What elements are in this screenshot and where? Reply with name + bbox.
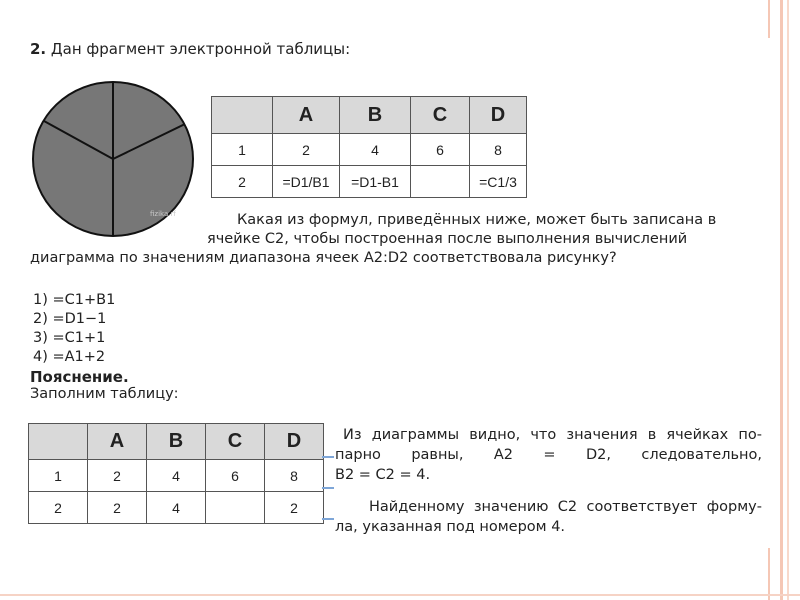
answer-options	[33, 291, 115, 367]
slide-edge-decoration	[787, 0, 789, 600]
cell-a2: =D1/B1	[273, 166, 340, 198]
paragraph-line: B2 = C2 = 4.	[335, 467, 431, 483]
slide-edge-decoration	[768, 0, 770, 38]
column-header-b: B	[147, 424, 206, 460]
column-header-a: A	[273, 97, 340, 134]
cell-c1: 6	[206, 460, 265, 492]
cell-c2	[411, 166, 470, 198]
watermark: fizika.rf	[150, 210, 176, 218]
cell-d1: 8	[470, 134, 527, 166]
task-number: 2.	[30, 40, 47, 58]
row-header-2: 2	[212, 166, 273, 198]
answer-option-4: 4) =A1+2	[33, 349, 106, 365]
slide-edge-decoration	[0, 594, 800, 596]
cell-d2: 2	[265, 492, 324, 524]
bracket-connector	[322, 518, 334, 520]
column-header-d: D	[265, 424, 324, 460]
slide-edge-decoration	[780, 0, 783, 600]
answer-option-2: 2) =D1−1	[33, 311, 107, 327]
explanation-paragraph-1	[335, 425, 762, 485]
cell-a1: 2	[88, 460, 147, 492]
bracket-connector	[322, 456, 334, 458]
cell-c2	[206, 492, 265, 524]
row-header-1: 1	[29, 460, 88, 492]
column-header-a: A	[88, 424, 147, 460]
cell-d1: 8	[265, 460, 324, 492]
paragraph-line: парно равны, A2 = D2, следовательно,	[335, 447, 762, 463]
corner-cell	[29, 424, 88, 460]
corner-cell	[212, 97, 273, 134]
header-row	[29, 424, 324, 460]
paragraph-line: ла, указанная под номером 4.	[335, 519, 566, 535]
column-header-c: C	[411, 97, 470, 134]
paragraph-line: Из диаграммы видно, что значения в ячейках по-	[343, 427, 762, 443]
table-row	[212, 134, 527, 166]
answer-option-1: 1) =C1+B1	[33, 292, 116, 308]
task-title-text: Дан фрагмент электронной таблицы:	[50, 40, 351, 58]
question-line: ячейке С2, чтобы построенная после выполнения вычислений	[207, 231, 688, 247]
header-row	[212, 97, 527, 134]
row-header-2: 2	[29, 492, 88, 524]
cell-b1: 4	[340, 134, 411, 166]
row-header-1: 1	[212, 134, 273, 166]
column-header-c: C	[206, 424, 265, 460]
cell-a2: 2	[88, 492, 147, 524]
cell-a1: 2	[273, 134, 340, 166]
table-row	[212, 166, 527, 198]
spreadsheet-fragment	[211, 96, 527, 198]
table-row	[29, 492, 324, 524]
question-line: Какая из формул, приведённых ниже, может быть записана в	[237, 212, 717, 228]
slide-edge-decoration	[768, 548, 770, 600]
explanation-paragraph-2	[335, 497, 762, 537]
answer-option-3: 3) =C1+1	[33, 330, 106, 346]
cell-b2: =D1-B1	[340, 166, 411, 198]
paragraph-line: Найденному значению С2 соответствует форму-	[369, 499, 762, 515]
column-header-b: B	[340, 97, 411, 134]
fill-table-text: Заполним таблицу:	[30, 386, 179, 402]
column-header-d: D	[470, 97, 527, 134]
bracket-connector	[322, 487, 334, 489]
explanation-heading: Пояснение.	[30, 368, 129, 386]
task-title	[30, 40, 350, 58]
cell-d2: =C1/3	[470, 166, 527, 198]
cell-b2: 4	[147, 492, 206, 524]
cell-b1: 4	[147, 460, 206, 492]
table-row	[29, 460, 324, 492]
question-line: диаграмма по значениям диапазона ячеек A2:D2 соответствовала рисунку?	[30, 250, 617, 266]
cell-c1: 6	[411, 134, 470, 166]
filled-spreadsheet	[28, 423, 324, 524]
